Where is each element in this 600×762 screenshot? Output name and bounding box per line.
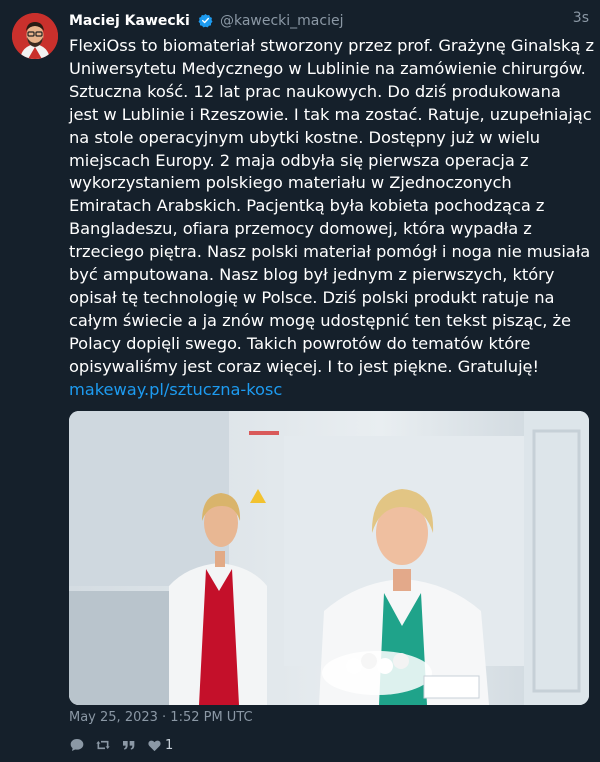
reply-button[interactable] xyxy=(69,737,85,753)
tweet-body: FlexiOss to biomateriał stworzony przez prof. Grażynę Ginalską z Uniwersytetu Medycznego w Lublinie na zamówienie chirurgów. Sztuczna kość. 12 lat prac naukowych. Do dziś produkowana jest w Lublinie i Rzeszowie. I tak ma zostać. Ratuje, uzupełniając na stole operacyjnym ubytki kostne. Dostępny już w wielu miejscach Europy. 2 maja odbyła się pierwsza operacja z wykorzystaniem polskiego materiału w Zjednoczonych Emiratach Arabskich. Pacjentką była kobieta pochodząca z Bangladeszu, ofiara przemocy domowej, która wypadła z trzeciego piętra. Nasz polski materiał pomógł i noga nie musiała być amputowana. Nasz blog był jednym z pierwszych, który opisał tę technologię w Polsce. Dziś polski produkt ratuje na całym świecie a ja znów mogę udostępnić ten tekst pisząc, że Polacy dopięli swego. Takich powrotów do tematów które opisywaliśmy jest coraz więcej. I to jest piękne. Gratuluję! xyxy=(69,36,594,376)
reply-icon xyxy=(69,737,85,753)
like-count: 1 xyxy=(165,737,174,753)
tweet-link[interactable]: makeway.pl/sztuczna-kosc xyxy=(69,379,283,399)
tweet-photo[interactable] xyxy=(69,411,589,705)
time-ago[interactable]: 3s xyxy=(572,10,589,26)
retweet-icon xyxy=(95,737,111,753)
like-button[interactable] xyxy=(147,738,173,753)
handle[interactable]: @kawecki_maciej xyxy=(219,13,344,29)
quote-button[interactable] xyxy=(121,737,137,753)
display-name[interactable]: Maciej Kawecki xyxy=(69,13,190,29)
retweet-button[interactable] xyxy=(95,737,111,753)
quote-icon xyxy=(121,737,137,753)
tweet-header xyxy=(69,10,589,30)
tweet-timestamp[interactable]: May 25, 2023 · 1:52 PM UTC xyxy=(69,710,253,725)
avatar[interactable] xyxy=(12,13,58,59)
tweet-text xyxy=(69,35,595,402)
action-bar xyxy=(69,736,183,754)
verified-badge-icon xyxy=(198,13,213,32)
heart-icon xyxy=(147,738,162,753)
